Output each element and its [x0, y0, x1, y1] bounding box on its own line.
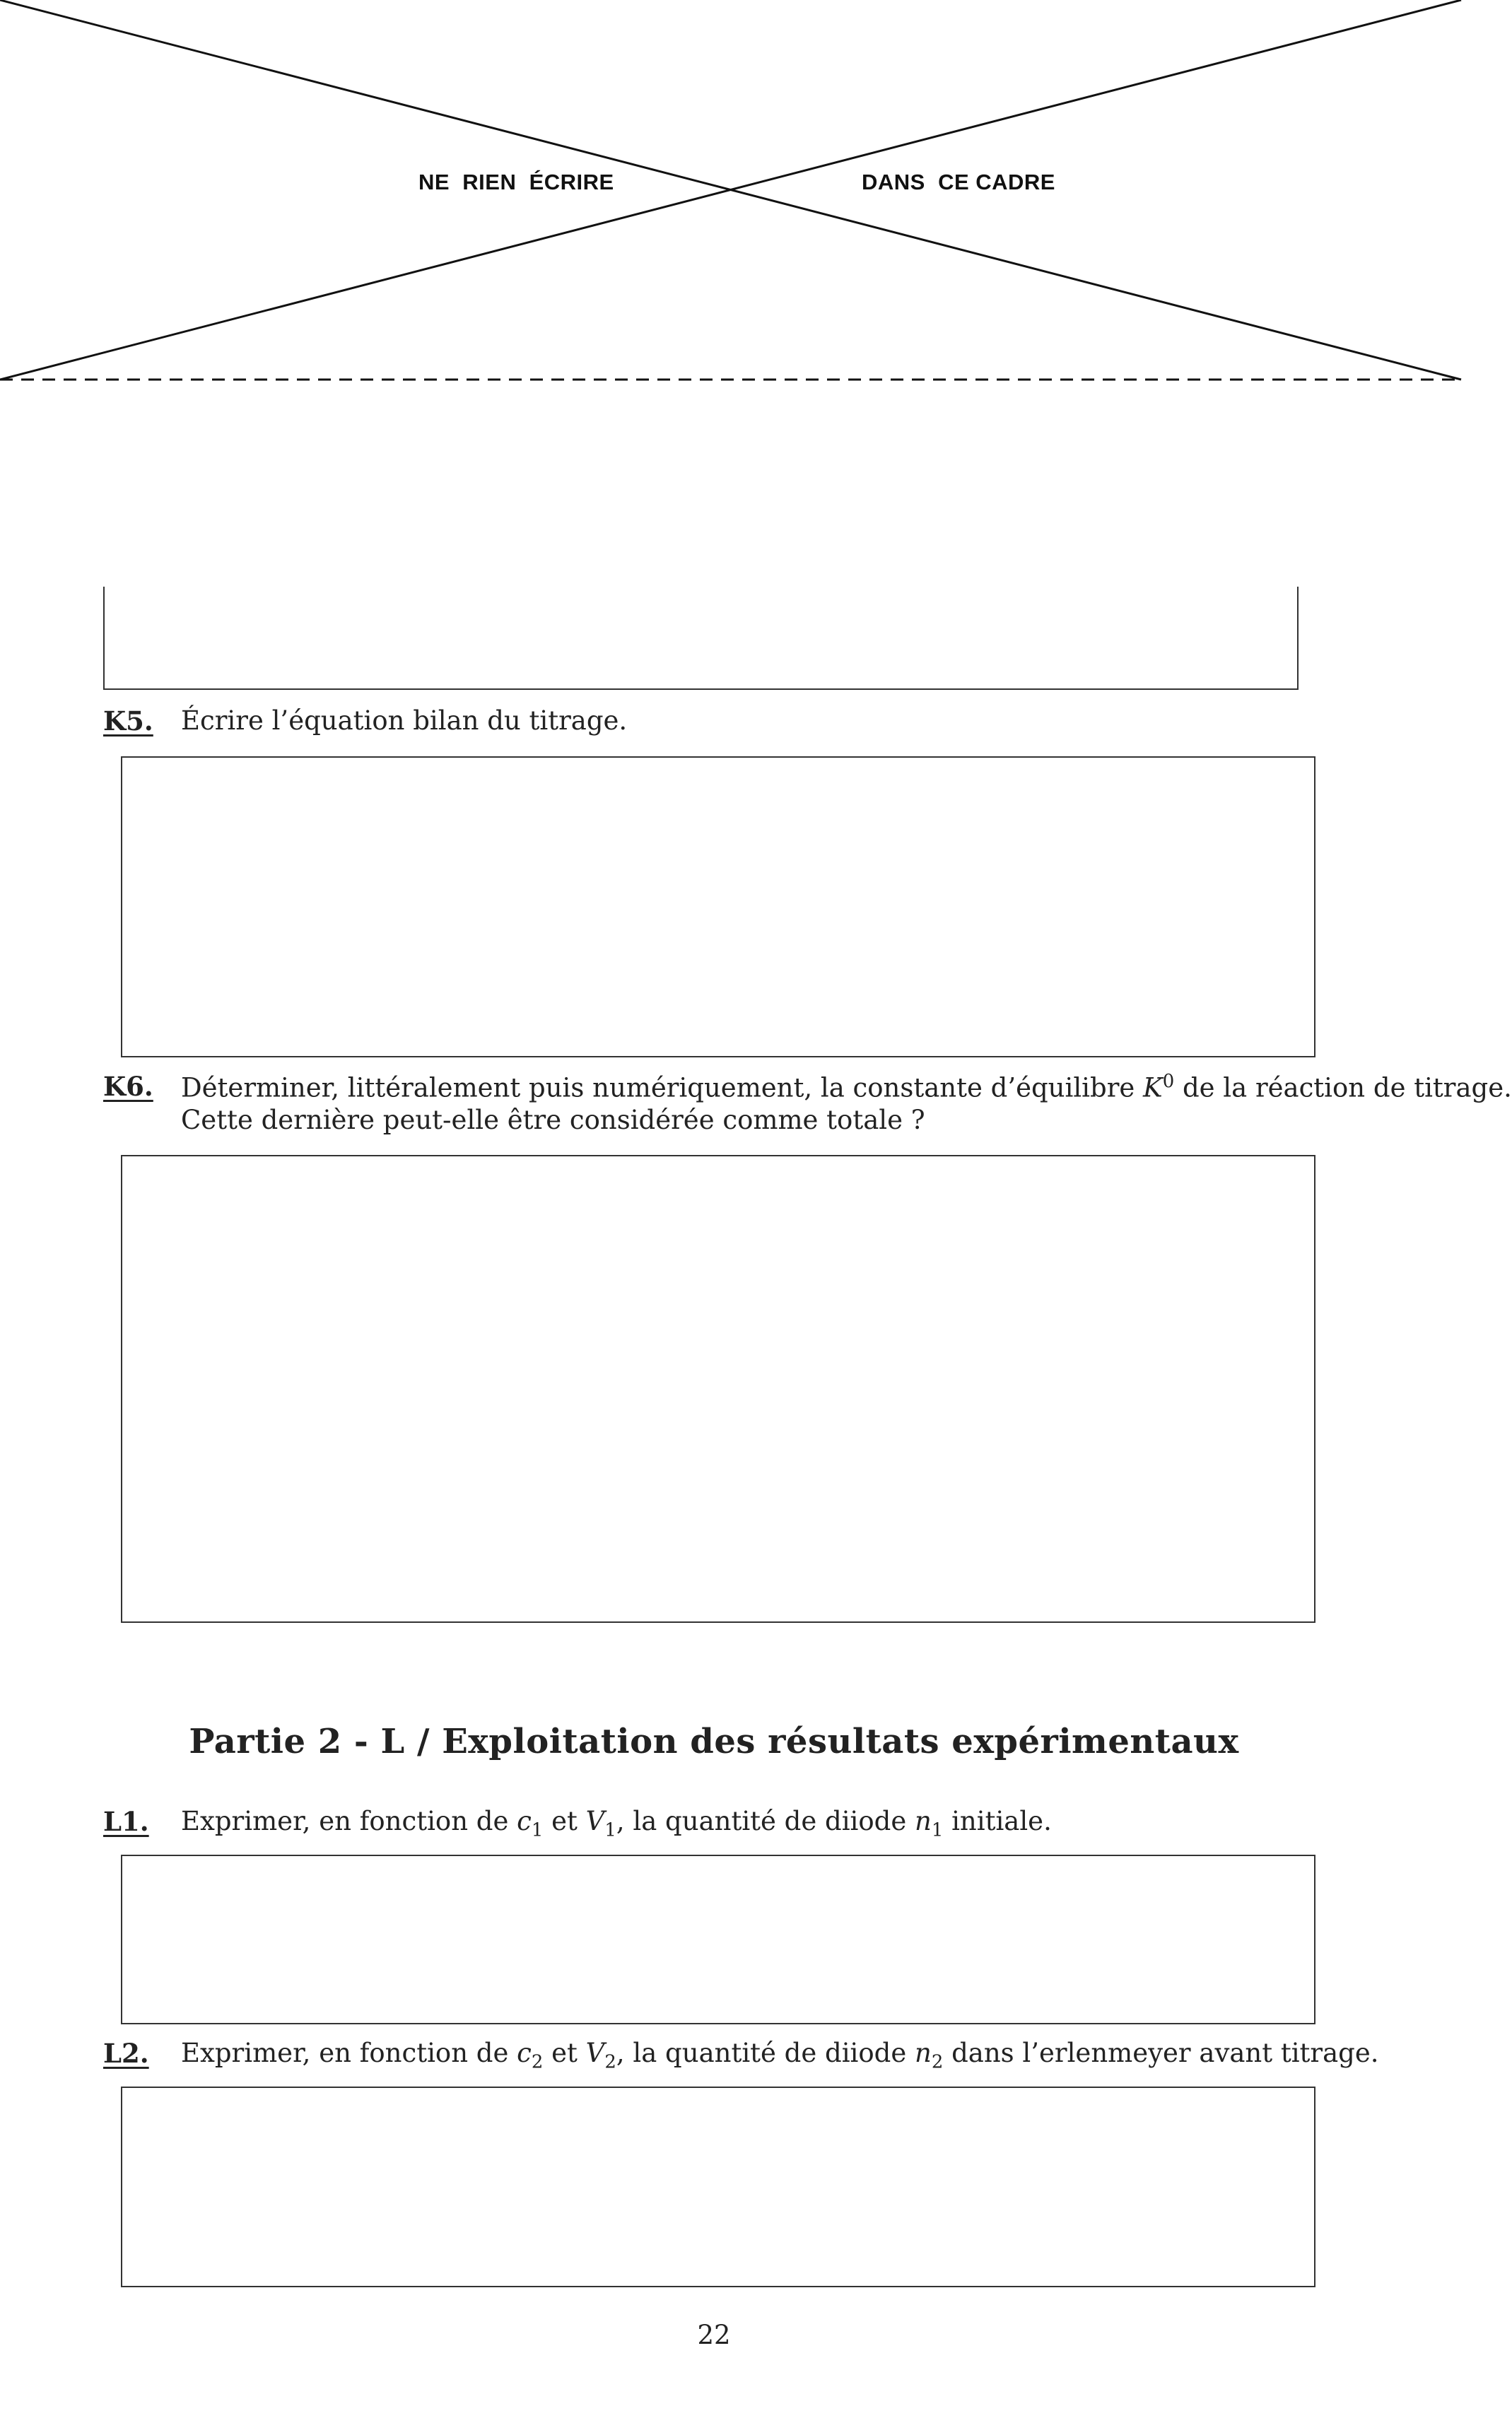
answer-box-l1[interactable] [121, 1855, 1315, 2024]
header-right-text: DANS CE CADRE [862, 170, 1055, 194]
question-label-k5: K5. [103, 705, 153, 737]
question-label-l2: L2. [103, 2038, 149, 2069]
previous-answer-box[interactable] [103, 587, 1299, 690]
question-text-k6-line2: Cette dernière peut-elle être considérée comme totale ? [181, 1105, 925, 1135]
question-text-l1: Exprimer, en fonction de $c_1$ et $V_1$, la quantité de diiode $n_1$ initiale. [181, 1806, 1052, 1841]
question-label-k6: K6. [103, 1071, 153, 1102]
header-left-text: NE RIEN ÉCRIRE [418, 170, 614, 194]
question-text-k6-line1: Déterminer, littéralement puis numériquement, la constante d’équilibre $K^0$ de la réaction de titrage. [181, 1071, 1512, 1103]
answer-box-k6[interactable] [121, 1155, 1315, 1623]
no-write-frame [0, 0, 1461, 396]
question-label-l1: L1. [103, 1806, 149, 1837]
answer-box-k5[interactable] [121, 756, 1315, 1057]
section-title: Partie 2 - L / Exploitation des résultats expérimentaux [189, 1722, 1239, 1761]
question-text-k5: Écrire l’équation bilan du titrage. [181, 705, 628, 736]
question-text-l2: Exprimer, en fonction de $c_2$ et $V_2$, la quantité de diiode $n_2$ dans l’erlenmeyer avant titrage. [181, 2038, 1379, 2073]
page-number: 22 [697, 2320, 731, 2350]
answer-box-l2[interactable] [121, 2087, 1315, 2287]
